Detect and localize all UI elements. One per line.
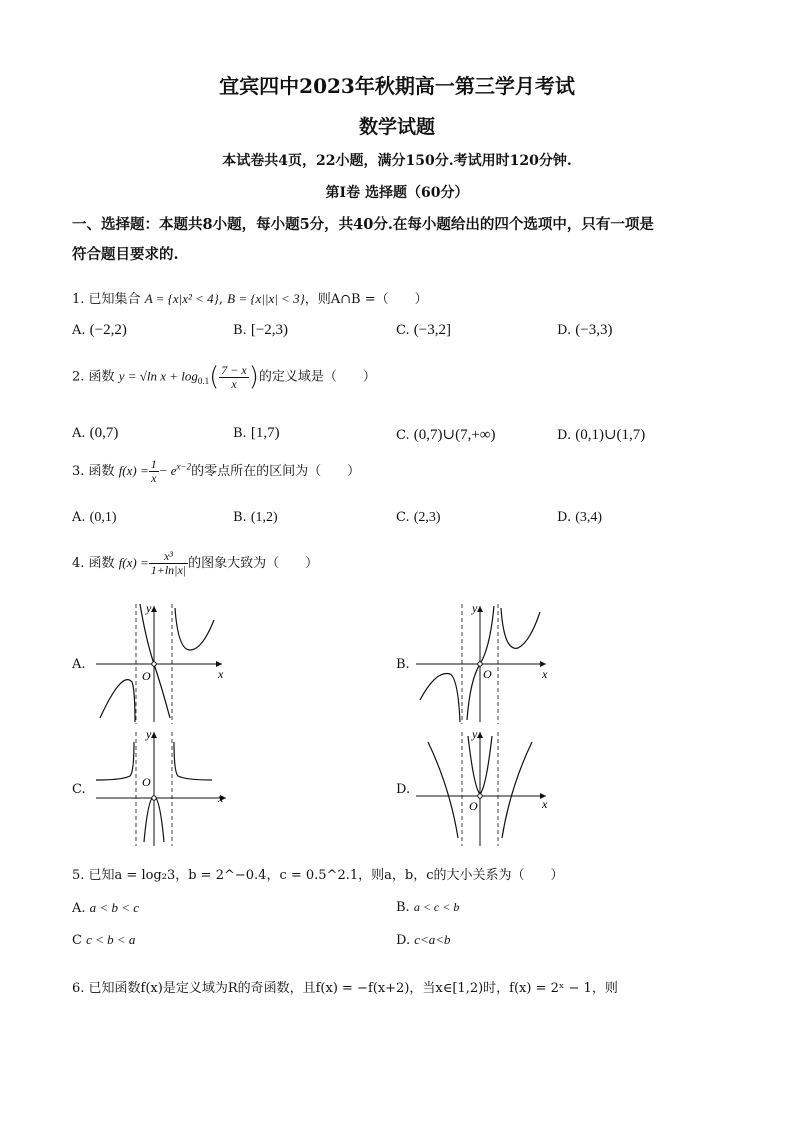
- graph-b-x-label: x: [542, 667, 548, 681]
- question-3: 3. 函数 f(x) = $\frac{1}{x}$ − $e^{x-2}$的零点所在的区间为（ ）: [72, 457, 361, 485]
- q5-option-c[interactable]: C c < b < a: [72, 932, 136, 948]
- graph-c-label[interactable]: C.: [72, 782, 86, 797]
- q3-option-c[interactable]: C. (2,3): [396, 510, 441, 525]
- exam-title: 宜宾四中2023年秋期高一第三学月考试: [219, 74, 575, 98]
- q1-option-d[interactable]: D. (−3,3): [557, 322, 613, 338]
- section-heading-line1: 一、选择题：本题共8小题，每小题5分，共40分.在每小题给出的四个选项中，只有一项是: [72, 216, 654, 233]
- subject-title: 数学试题: [358, 116, 435, 138]
- q3-option-d[interactable]: D. (3,4): [557, 510, 603, 525]
- graph-b-origin: O: [483, 667, 492, 681]
- exam-info: 本试卷共4页，22小题，满分150分.考试用时120分钟.: [222, 153, 572, 169]
- graph-c[interactable]: [92, 728, 232, 848]
- question-2: 2. 函数 y = √ln $x + \log_{0.1}$( $\frac{7 - x}{x}$ )的定义域是（ ）: [72, 362, 376, 392]
- q3-option-a[interactable]: A. (0,1): [72, 510, 117, 525]
- graph-a-x-label: x: [218, 667, 224, 681]
- question-1: 1. 已知集合 A = {x|x² < 4}, B = {x||x| < 3}，则A∩B =（ ）: [72, 291, 428, 307]
- q5-option-a[interactable]: A. a < b < c: [72, 900, 139, 916]
- q1-set-b: B = {x||x| < 3}: [227, 291, 305, 306]
- graph-a-y-label: y: [146, 601, 152, 615]
- question-6: 6. 已知函数f(x)是定义域为R的奇函数，且f(x) = −f(x+2)，当x∈[1,2)时，f(x) = 2ˣ − 1，则: [72, 981, 618, 996]
- q1-prefix: 1. 已知集合: [72, 292, 141, 307]
- q1-option-c[interactable]: C. (−3,2]: [396, 322, 451, 338]
- graph-d[interactable]: [412, 728, 552, 848]
- q2-option-c[interactable]: C. (0,7)∪(7,+∞): [396, 427, 496, 443]
- q5-option-b[interactable]: B. a < c < b: [396, 900, 460, 915]
- q1-suffix: ，则A∩B =（ ）: [304, 292, 428, 307]
- graph-a-origin: O: [142, 669, 151, 683]
- graph-c-origin: O: [142, 775, 151, 789]
- q2-option-a[interactable]: A. (0,7): [72, 425, 119, 441]
- q1-option-b[interactable]: B. [−2,3): [233, 322, 289, 338]
- part-title: 第I卷 选择题（60分）: [325, 185, 469, 201]
- q2-option-b[interactable]: B. [1,7): [233, 425, 280, 441]
- graph-c-y-label: y: [146, 727, 152, 741]
- graph-b[interactable]: [412, 600, 552, 725]
- section-heading-line2: 符合题目要求的.: [72, 246, 179, 263]
- q1-option-a[interactable]: A. (−2,2): [72, 322, 127, 338]
- question-5: 5. 已知a = log₂3，b = 2^−0.4，c = 0.5^2.1，则a，b，c的大小关系为（ ）: [72, 868, 564, 883]
- graph-b-label[interactable]: B.: [396, 657, 410, 672]
- q3-option-b[interactable]: B. (1,2): [233, 510, 278, 525]
- graph-c-x-label: x: [218, 791, 224, 805]
- q2-func: y = √ln x + log: [118, 368, 198, 384]
- q1-set-a: A = {x|x² < 4}: [144, 291, 219, 306]
- q2-option-d[interactable]: D. (0,1)∪(1,7): [557, 427, 646, 443]
- question-4: 4. 函数 f(x) = $\frac{\text{x³}}{1+\ln|x|}$ 的图象大致为（ ）: [72, 549, 319, 577]
- graph-d-x-label: x: [542, 797, 548, 811]
- graph-b-y-label: y: [472, 601, 478, 615]
- graph-a-label[interactable]: A.: [72, 657, 86, 672]
- graph-d-origin: O: [469, 799, 478, 813]
- graph-d-label[interactable]: D.: [396, 782, 411, 797]
- graph-d-y-label: y: [472, 727, 478, 741]
- q5-option-d[interactable]: D. c<a<b: [396, 932, 451, 948]
- graph-a[interactable]: [92, 600, 232, 725]
